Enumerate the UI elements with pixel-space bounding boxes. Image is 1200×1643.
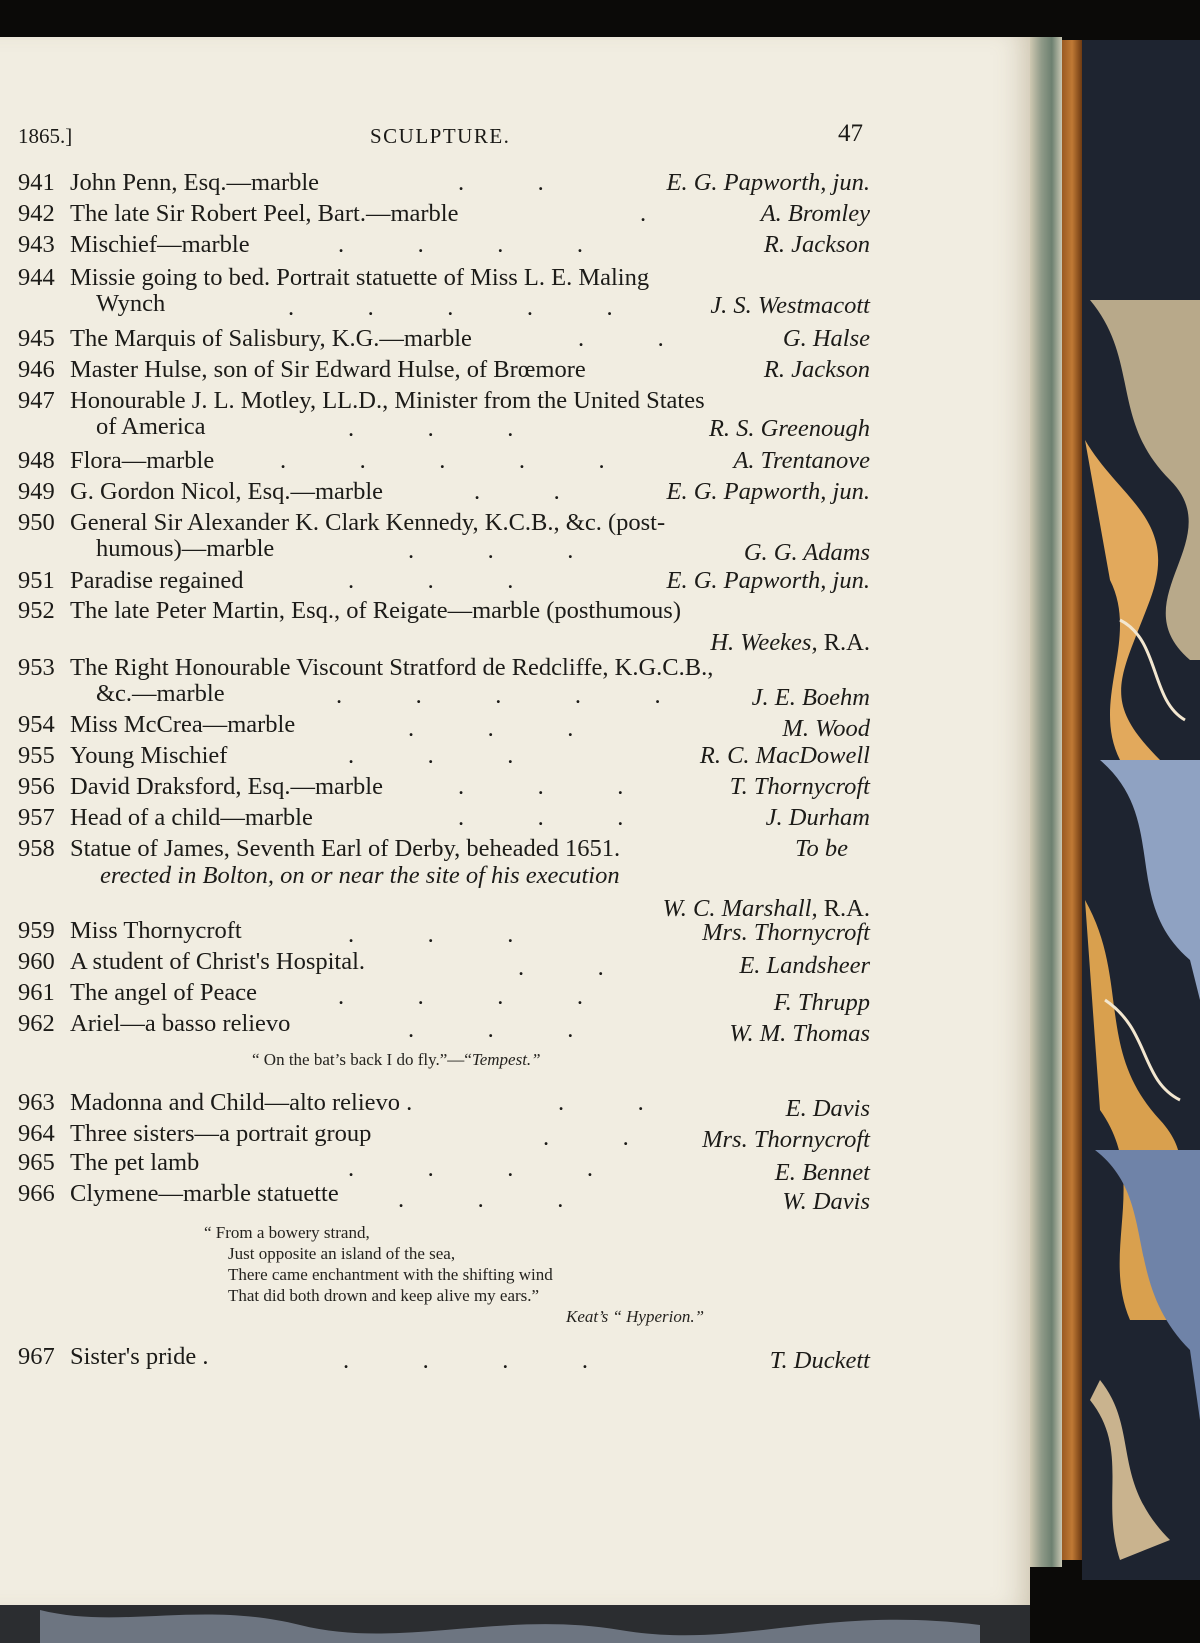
catalogue-entry — [18, 947, 870, 981]
leader-dots: . . . — [348, 921, 514, 948]
entry-artist: T. Duckett — [769, 1347, 870, 1374]
catalogue-entry — [18, 199, 870, 229]
leader-dots: . . . . — [348, 1155, 593, 1182]
entry-title: Honourable J. L. Motley, LL.D., Minister from the United States — [70, 387, 705, 414]
entry-artist: W. Davis — [782, 1188, 870, 1215]
catalogue-entry — [18, 566, 870, 596]
artist-name: H. Weekes, — [710, 629, 818, 656]
entry-artist: E. Landsheer — [739, 952, 870, 979]
catalogue-entry — [18, 1148, 870, 1186]
entry-title: Ariel—a basso relievo — [70, 1010, 291, 1037]
entry-number: 947 — [18, 387, 55, 414]
entry-number: 963 — [18, 1089, 55, 1116]
entry-number: 965 — [18, 1149, 55, 1176]
entry-title: Three sisters—a portrait group — [70, 1120, 372, 1147]
leader-dots: . . — [474, 478, 560, 505]
leader-dots: . . . — [458, 773, 624, 800]
catalogue-entry — [18, 916, 870, 946]
catalogue-entry — [18, 355, 870, 385]
epigraph-line: That did both drown and keep alive my ears.” — [228, 1286, 540, 1305]
entry-number: 943 — [18, 231, 55, 258]
entry-title: Young Mischief — [70, 742, 228, 769]
entry-number: 959 — [18, 917, 55, 944]
leader-dots: . . . — [348, 567, 514, 594]
entry-title: Statue of James, Seventh Earl of Derby, beheaded 1651. — [70, 835, 621, 862]
entry-number: 960 — [18, 948, 55, 975]
entry-title: The late Sir Robert Peel, Bart.—marble — [70, 200, 459, 227]
entry-title-continued: erected in Bolton, on or near the site of his execution — [100, 862, 620, 889]
entry-number: 962 — [18, 1010, 55, 1037]
entry-number: 964 — [18, 1120, 55, 1147]
epigraph-source: Keat’s “ Hyperion.” — [566, 1307, 705, 1326]
entry-title: Madonna and Child—alto relievo . — [70, 1089, 413, 1116]
catalogue-entry — [18, 653, 870, 713]
leader-dots: . . . . . — [280, 447, 605, 474]
leader-dots: . . . — [408, 1016, 574, 1043]
leader-dots: . . . — [408, 715, 574, 742]
entry-artist: R. Jackson — [763, 356, 870, 383]
entry-number: 954 — [18, 711, 55, 738]
leader-dots: . . . . — [343, 1347, 588, 1374]
catalogue-entry — [18, 978, 870, 1016]
entry-title: The Marquis of Salisbury, K.G.—marble — [70, 325, 472, 352]
entry-artist: W. M. Thomas — [729, 1020, 870, 1047]
entry-title: Head of a child—marble — [70, 804, 313, 831]
leader-dots: . . . . . — [288, 294, 613, 321]
entry-title-continued: of America — [96, 413, 206, 440]
leader-dots: . . . . — [338, 983, 583, 1010]
entry-title: David Draksford, Esq.—marble — [70, 773, 383, 800]
catalogue-entry — [18, 596, 870, 656]
catalogue-entry — [18, 1119, 870, 1153]
entry-artist: A. Bromley — [760, 200, 870, 227]
entry-artist: R. C. MacDowell — [699, 742, 870, 769]
entry-title: Missie going to bed. Portrait statuette of Miss L. E. Maling — [70, 264, 650, 291]
leader-dots: . . . . . — [336, 682, 661, 709]
entry-title-continued: &c.—marble — [96, 680, 225, 707]
page-edges — [1028, 37, 1062, 1567]
entry-artist: G. G. Adams — [743, 539, 870, 566]
entry-title: John Penn, Esq.—marble — [70, 169, 320, 196]
entry-number: 949 — [18, 478, 55, 505]
entry-number: 961 — [18, 979, 55, 1006]
catalogue-entry — [18, 803, 870, 833]
entry-number: 957 — [18, 804, 55, 831]
entry-number: 953 — [18, 654, 55, 681]
marbled-endpaper — [1082, 40, 1200, 1580]
entry-artist: F. Thrupp — [773, 989, 870, 1016]
catalogue-entry — [18, 263, 870, 323]
catalogue-entry — [18, 230, 870, 260]
entry-title-continued: humous)—marble — [96, 535, 275, 562]
entry-artist: Mrs. Thornycroft — [702, 919, 870, 946]
entry-title: Flora—marble — [70, 447, 215, 474]
catalogue-entry — [18, 772, 870, 802]
entry-number: 948 — [18, 447, 55, 474]
entry-number: 951 — [18, 567, 55, 594]
entry-artist: Mrs. Thornycroft — [702, 1126, 870, 1153]
entry-number: 941 — [18, 169, 55, 196]
entry-number: 944 — [18, 264, 55, 291]
entry-artist: T. Thornycroft — [729, 773, 870, 800]
entry-title: A student of Christ's Hospital. — [70, 948, 366, 975]
entry-artist: R. S. Greenough — [708, 415, 870, 442]
catalogue-entry — [18, 741, 870, 771]
leader-dots: . . . — [408, 537, 574, 564]
entry-number: 966 — [18, 1180, 55, 1207]
leader-dots: . . — [558, 1089, 644, 1116]
leader-dots: . . — [543, 1124, 629, 1151]
entry-number: 955 — [18, 742, 55, 769]
entry-artist: E. G. Papworth, jun. — [666, 567, 870, 594]
epigraph-line: There came enchantment with the shifting wind — [228, 1265, 553, 1284]
leader-dots: . . — [578, 325, 664, 352]
leader-dots: . . . . — [338, 231, 583, 258]
catalogue-entry — [18, 508, 870, 568]
entry-number: 952 — [18, 597, 55, 624]
catalogue-entry — [18, 324, 870, 354]
catalogue-entry — [18, 710, 870, 740]
entry-title: Paradise regained — [70, 567, 244, 594]
leader-dots: . . — [458, 169, 544, 196]
entry-title-note: To be — [795, 835, 848, 862]
leader-dots: . . — [518, 954, 604, 981]
entry-number: 958 — [18, 835, 55, 862]
running-head-year: 1865.] — [18, 124, 73, 148]
epigraph-line: Just opposite an island of the sea, — [228, 1244, 456, 1263]
entry-title: The late Peter Martin, Esq., of Reigate—marble (posthumous) — [70, 597, 681, 624]
catalogue-entry — [18, 477, 870, 507]
entry-artist: M. Wood — [782, 715, 870, 742]
entry-title-continued: Wynch — [96, 290, 166, 317]
catalogue-entry — [18, 1342, 870, 1372]
entry-number: 946 — [18, 356, 55, 383]
entry-title: Master Hulse, son of Sir Edward Hulse, of Brœmore — [70, 356, 586, 383]
catalogue-entry — [18, 1088, 870, 1122]
page-number: 47 — [838, 120, 863, 147]
epigraph-clymene — [204, 1222, 704, 1327]
entry-number: 956 — [18, 773, 55, 800]
entry-artist: E. Davis — [785, 1095, 870, 1122]
entry-title: Clymene—marble statuette — [70, 1180, 339, 1207]
cover-edge — [1062, 40, 1082, 1560]
leader-dots: . — [640, 200, 647, 227]
entry-title: General Sir Alexander K. Clark Kennedy, K.C.B., &c. (post- — [70, 509, 666, 536]
entry-title: The pet lamb — [70, 1149, 200, 1176]
entry-artist: E. G. Papworth, jun. — [666, 169, 870, 196]
catalogue-entry — [18, 1009, 870, 1047]
entry-number: 945 — [18, 325, 55, 352]
catalogue-entry — [18, 834, 870, 926]
entry-artist: J. E. Boehm — [751, 684, 870, 711]
entry-artist: G. Halse — [782, 325, 870, 352]
entry-title: Sister's pride . — [70, 1343, 209, 1370]
epigraph-source: Tempest.” — [471, 1050, 541, 1069]
entry-title: Mischief—marble — [70, 231, 250, 258]
catalogue-entry — [18, 386, 870, 446]
leader-dots: . . . — [348, 742, 514, 769]
catalogue-entry — [18, 168, 870, 198]
artist-honour: R.A. — [817, 629, 870, 656]
entry-number: 967 — [18, 1343, 55, 1370]
running-head-title: SCULPTURE. — [370, 124, 511, 148]
epigraph-ariel — [252, 1049, 541, 1070]
artist-honour: R.A. — [817, 895, 870, 922]
entry-artist: J. Durham — [765, 804, 870, 831]
entry-artist: R. Jackson — [763, 231, 870, 258]
epigraph-text: “ On the bat’s back I do fly.”—“ — [252, 1050, 472, 1069]
entry-title: The angel of Peace — [70, 979, 258, 1006]
entry-artist: E. G. Papworth, jun. — [666, 478, 870, 505]
catalogue-entry — [18, 446, 870, 476]
entry-title: Miss Thornycroft — [70, 917, 242, 944]
entry-title: Miss McCrea—marble — [70, 711, 296, 738]
leader-dots: . . . — [458, 804, 624, 831]
leader-dots: . . . — [398, 1186, 564, 1213]
epigraph-line: “ From a bowery strand, — [204, 1223, 370, 1242]
entry-title: G. Gordon Nicol, Esq.—marble — [70, 478, 383, 505]
catalogue-entry — [18, 1179, 870, 1215]
entry-number: 942 — [18, 200, 55, 227]
entry-title: The Right Honourable Viscount Stratford de Redcliffe, K.G.C.B., — [70, 654, 714, 681]
entry-artist: E. Bennet — [774, 1159, 870, 1186]
leader-dots: . . . — [348, 415, 514, 442]
entry-artist: J. S. Westmacott — [710, 292, 870, 319]
entry-number: 950 — [18, 509, 55, 536]
artist-name: W. C. Marshall, — [662, 895, 818, 922]
entry-artist: A. Trentanove — [733, 447, 870, 474]
